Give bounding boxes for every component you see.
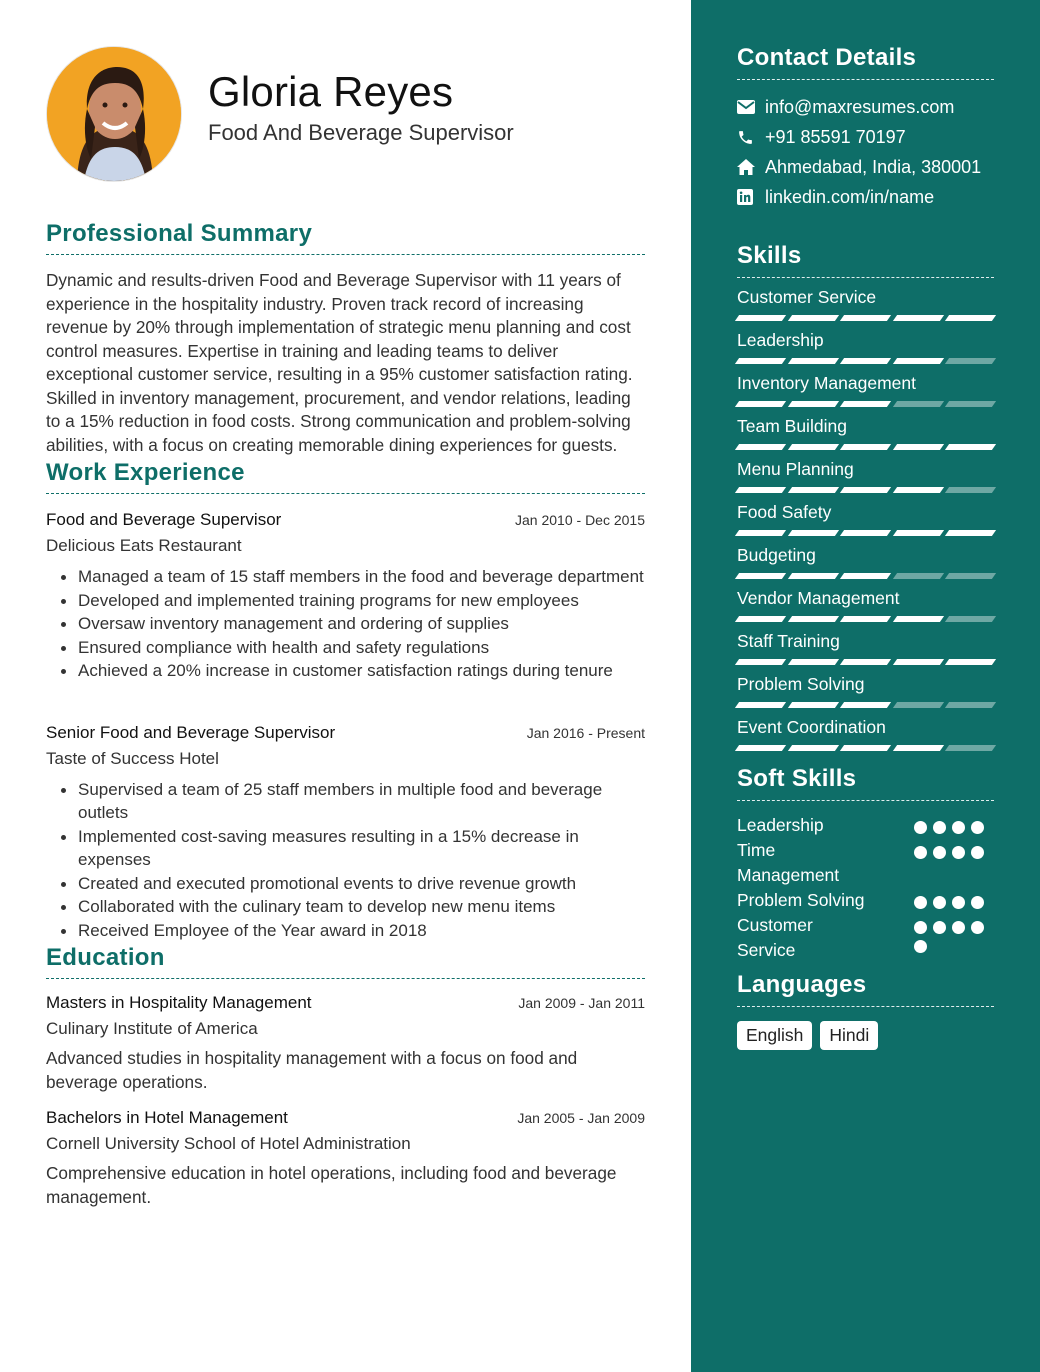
- skills-heading: Skills: [737, 242, 994, 278]
- skill-level-segment: [787, 573, 838, 579]
- skill-name: Leadership: [737, 330, 824, 350]
- skill-level-segment: [735, 401, 786, 407]
- rating-dot: [914, 821, 927, 834]
- skill-level-segment: [787, 702, 838, 708]
- sidebar: [691, 0, 1040, 1372]
- skill-item: [737, 499, 994, 536]
- skill-item: [737, 327, 994, 364]
- skill-level-bar: [737, 487, 994, 493]
- degree-title: Masters in Hospitality Management: [46, 993, 312, 1012]
- rating-dot: [971, 921, 984, 934]
- skill-name: Staff Training: [737, 631, 840, 651]
- skill-level-segment: [787, 358, 838, 364]
- skill-item: [737, 542, 994, 579]
- skill-name: Team Building: [737, 416, 847, 436]
- skill-level-segment: [892, 659, 943, 665]
- skill-level-segment: [840, 573, 891, 579]
- skill-level-segment: [840, 530, 891, 536]
- skills-list: [737, 284, 994, 751]
- rating-dot: [914, 921, 927, 934]
- skill-item: [737, 585, 994, 622]
- skill-level-segment: [945, 401, 996, 407]
- skill-level-bar: [737, 702, 994, 708]
- rating-dot: [914, 940, 927, 953]
- bullet-item: Received Employee of the Year award in 2018: [78, 919, 645, 943]
- skill-level-segment: [945, 573, 996, 579]
- skill-level-segment: [892, 444, 943, 450]
- skill-level-segment: [945, 530, 996, 536]
- skill-level-segment: [840, 616, 891, 622]
- language-tag: Hindi: [820, 1021, 878, 1050]
- skill-level-segment: [787, 487, 838, 493]
- soft-skill-item: [737, 838, 994, 888]
- language-tag: English: [737, 1021, 812, 1050]
- experience-heading: Work Experience: [46, 459, 645, 494]
- bullet-item: Achieved a 20% increase in customer satisfaction ratings during tenure: [78, 659, 645, 683]
- resume-header: [46, 0, 645, 200]
- job-entry: [46, 723, 645, 943]
- skill-name: Vendor Management: [737, 588, 900, 608]
- soft-skills-heading: Soft Skills: [737, 765, 994, 801]
- education-entry: [46, 993, 645, 1094]
- summary-text: Dynamic and results-driven Food and Beverage Supervisor with 11 years of experience in the hospitality industry. Proven track record of increasing revenue by 20% through implementation of strategic menu planning and cost control measures. Expertise in training and leading teams to deliver exceptional customer service, resulting in a 95% customer satisfaction rating. Skilled in inventory management, procurement, and vendor relations, leading to a 15% reduction in food costs. Strong communication and problem-solving abilities, with a focus on creating memorable dining experiences for guests.: [46, 270, 633, 455]
- skill-level-segment: [840, 358, 891, 364]
- skill-level-segment: [735, 444, 786, 450]
- skill-item: [737, 671, 994, 708]
- bullet-item: Created and executed promotional events to drive revenue growth: [78, 872, 645, 896]
- contact-linkedin[interactable]: [737, 182, 994, 212]
- skill-level-segment: [945, 487, 996, 493]
- education-date: Jan 2009 - Jan 2011: [518, 995, 645, 1011]
- bullet-item: Oversaw inventory management and ordering of supplies: [78, 612, 645, 636]
- linkedin-text: linkedin.com/in/name: [765, 186, 935, 207]
- rating-dot: [914, 896, 927, 909]
- bullet-item: Managed a team of 15 staff members in the food and beverage department: [78, 565, 645, 589]
- rating-dot: [971, 896, 984, 909]
- education-description: Advanced studies in hospitality management with a focus on food and beverage operations.: [46, 1048, 578, 1092]
- languages-heading: Languages: [737, 971, 994, 1007]
- skill-level-segment: [787, 401, 838, 407]
- soft-skill-dots: [914, 913, 994, 963]
- bullet-item: Collaborated with the culinary team to develop new menu items: [78, 895, 645, 919]
- bullet-item: Developed and implemented training programs for new employees: [78, 589, 645, 613]
- education-heading: Education: [46, 944, 645, 979]
- rating-dot: [933, 821, 946, 834]
- school-name: Cornell University School of Hotel Administration: [46, 1134, 411, 1153]
- person-name: Gloria Reyes: [208, 68, 454, 115]
- skill-level-segment: [787, 444, 838, 450]
- skill-level-bar: [737, 530, 994, 536]
- skill-item: [737, 413, 994, 450]
- rating-dot: [952, 921, 965, 934]
- soft-skill-dots: [914, 838, 994, 888]
- skill-level-segment: [945, 616, 996, 622]
- skill-level-segment: [840, 659, 891, 665]
- skill-level-segment: [735, 358, 786, 364]
- skill-level-bar: [737, 444, 994, 450]
- skill-level-segment: [787, 530, 838, 536]
- job-company: Delicious Eats Restaurant: [46, 536, 242, 555]
- bullet-item: Implemented cost-saving measures resulting in a 15% decrease in expenses: [78, 825, 645, 872]
- contact-heading: Contact Details: [737, 44, 994, 80]
- soft-skill-name: Leadership: [737, 815, 824, 835]
- skill-level-segment: [840, 487, 891, 493]
- rating-dot: [933, 896, 946, 909]
- skill-level-bar: [737, 745, 994, 751]
- skill-level-segment: [892, 401, 943, 407]
- skill-item: [737, 284, 994, 321]
- bullet-item: Ensured compliance with health and safety regulations: [78, 636, 645, 660]
- skill-level-bar: [737, 315, 994, 321]
- education-entry: [46, 1108, 645, 1209]
- skill-level-segment: [892, 487, 943, 493]
- soft-skill-item: [737, 813, 994, 838]
- skill-level-segment: [892, 702, 943, 708]
- skill-name: Menu Planning: [737, 459, 854, 479]
- soft-skill-name: Problem Solving: [737, 890, 865, 910]
- summary-heading: Professional Summary: [46, 220, 645, 255]
- linkedin-icon: [737, 189, 765, 205]
- skill-level-bar: [737, 659, 994, 665]
- skill-level-segment: [892, 745, 943, 751]
- skill-level-segment: [787, 315, 838, 321]
- rating-dot: [971, 846, 984, 859]
- skill-level-segment: [840, 444, 891, 450]
- soft-skill-name: Time Management: [737, 840, 840, 885]
- skill-level-segment: [735, 616, 786, 622]
- degree-title: Bachelors in Hotel Management: [46, 1108, 288, 1127]
- job-title: Food and Beverage Supervisor: [46, 510, 282, 529]
- rating-dot: [971, 821, 984, 834]
- skill-level-segment: [735, 573, 786, 579]
- skill-level-segment: [787, 745, 838, 751]
- languages-list: [737, 1021, 994, 1050]
- skill-level-segment: [735, 315, 786, 321]
- skill-level-segment: [787, 616, 838, 622]
- skill-level-segment: [892, 358, 943, 364]
- contact-phone[interactable]: [737, 122, 994, 152]
- person-title: Food And Beverage Supervisor: [208, 120, 514, 145]
- soft-skill-dots: [914, 813, 994, 838]
- skill-level-segment: [945, 745, 996, 751]
- home-icon: [737, 159, 765, 175]
- phone-text: +91 85591 70197: [765, 126, 906, 147]
- job-title: Senior Food and Beverage Supervisor: [46, 722, 336, 742]
- phone-icon: [737, 129, 765, 146]
- skill-level-segment: [945, 444, 996, 450]
- skill-level-segment: [840, 315, 891, 321]
- soft-skill-item: [737, 913, 994, 963]
- skill-level-bar: [737, 573, 994, 579]
- job-entry: [46, 510, 645, 683]
- skill-level-segment: [735, 659, 786, 665]
- email-text: info@maxresumes.com: [765, 96, 955, 117]
- skill-item: [737, 628, 994, 665]
- skill-level-bar: [737, 401, 994, 407]
- rating-dot: [952, 846, 965, 859]
- skill-level-segment: [787, 659, 838, 665]
- skill-level-segment: [892, 315, 943, 321]
- address-text: Ahmedabad, India, 380001: [765, 156, 982, 177]
- skill-level-segment: [892, 616, 943, 622]
- skill-level-segment: [840, 401, 891, 407]
- education-date: Jan 2005 - Jan 2009: [517, 1110, 645, 1126]
- skill-name: Customer Service: [737, 287, 877, 307]
- contact-address: [737, 152, 994, 182]
- skill-name: Inventory Management: [737, 373, 916, 393]
- job-date: Jan 2010 - Dec 2015: [515, 512, 645, 528]
- skill-level-segment: [735, 487, 786, 493]
- skill-name: Budgeting: [737, 545, 816, 565]
- skill-level-bar: [737, 616, 994, 622]
- education-description: Comprehensive education in hotel operations, including food and beverage management.: [46, 1163, 617, 1207]
- skill-level-segment: [945, 315, 996, 321]
- skill-level-segment: [735, 702, 786, 708]
- contact-list: [737, 92, 994, 212]
- skill-level-segment: [735, 530, 786, 536]
- soft-skill-name: Customer Service: [737, 915, 813, 960]
- school-name: Culinary Institute of America: [46, 1019, 258, 1038]
- rating-dot: [914, 846, 927, 859]
- profile-photo: [47, 47, 182, 182]
- skill-name: Event Coordination: [737, 717, 886, 737]
- soft-skill-dots: [914, 888, 994, 913]
- contact-email[interactable]: [737, 92, 994, 122]
- soft-skill-item: [737, 888, 994, 913]
- bullet-item: Supervised a team of 25 staff members in multiple food and beverage outlets: [78, 778, 645, 825]
- skill-level-segment: [840, 702, 891, 708]
- skill-level-segment: [735, 745, 786, 751]
- skill-name: Problem Solving: [737, 674, 865, 694]
- skill-level-segment: [945, 659, 996, 665]
- skill-level-segment: [892, 530, 943, 536]
- rating-dot: [933, 921, 946, 934]
- email-icon: [737, 100, 765, 114]
- avatar: [46, 46, 182, 182]
- skill-item: [737, 370, 994, 407]
- skill-item: [737, 456, 994, 493]
- rating-dot: [952, 821, 965, 834]
- skill-item: [737, 714, 994, 751]
- skill-level-segment: [840, 745, 891, 751]
- job-bullets: [46, 565, 645, 683]
- skill-level-bar: [737, 358, 994, 364]
- skill-name: Food Safety: [737, 502, 832, 522]
- skill-level-segment: [945, 702, 996, 708]
- skill-level-segment: [945, 358, 996, 364]
- rating-dot: [952, 896, 965, 909]
- rating-dot: [933, 846, 946, 859]
- skill-level-segment: [892, 573, 943, 579]
- job-date: Jan 2016 - Present: [526, 724, 645, 741]
- job-company: Taste of Success Hotel: [46, 748, 219, 768]
- job-bullets: [46, 778, 645, 943]
- soft-skills-list: [737, 813, 994, 963]
